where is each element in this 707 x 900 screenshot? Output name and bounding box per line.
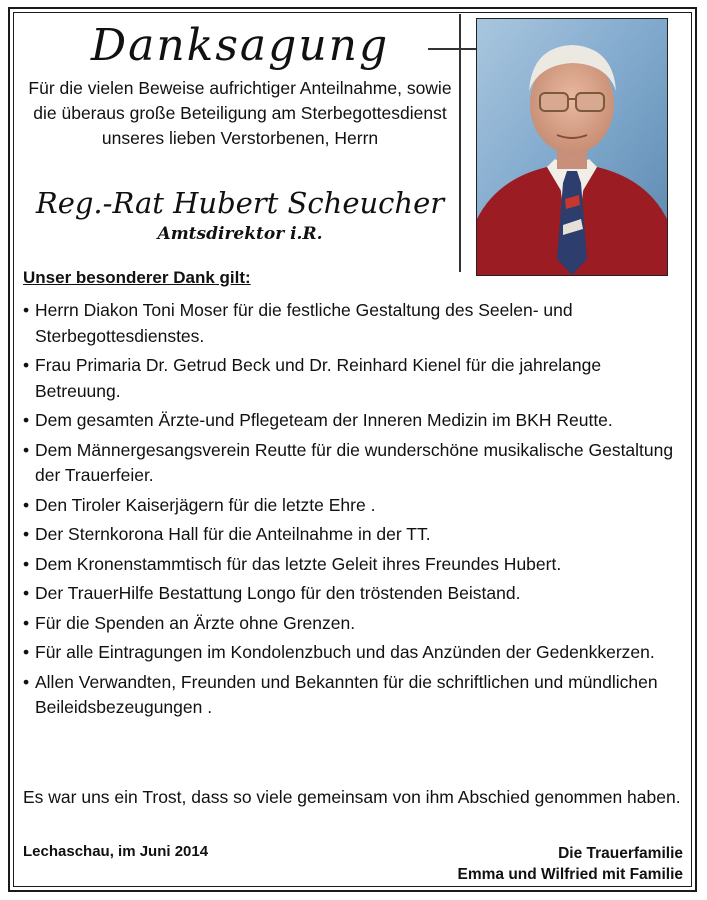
intro-text: Für die vielen Beweise aufrichtiger Anteilnahme, sowie die überaus große Beteiligung am Sterbegottesdienst unseres lieben Verstorbenen, Herrn [28, 78, 452, 148]
thanks-item: • Herrn Diakon Toni Moser für die festliche Gestaltung des Seelen- und Sterbegottesdienstes. [23, 300, 573, 346]
thanks-list [23, 298, 688, 725]
bullet-icon: • [23, 553, 30, 574]
cross-horizontal-line [428, 48, 476, 50]
bullet-icon: • [23, 612, 30, 633]
deceased-name: Reg.-Rat Hubert Scheucher [35, 186, 445, 220]
notice-title: Danksagung [90, 20, 390, 71]
closing-text: Es war uns ein Trost, dass so viele gemeinsam von ihm Abschied genommen haben. [23, 787, 681, 807]
thanks-item: • Dem Kronenstammtisch für das letzte Geleit ihres Freundes Hubert. [23, 552, 688, 578]
thanks-item: • Den Tiroler Kaiserjägern für die letzte Ehre . [23, 493, 688, 519]
bullet-icon: • [23, 494, 30, 515]
portrait-photo [476, 18, 668, 276]
thanks-item: • Der Sternkorona Hall für die Anteilnahme in der TT. [23, 522, 688, 548]
cross-vertical-line [459, 14, 461, 272]
bullet-icon: • [23, 642, 30, 662]
thanks-item: • Allen Verwandten, Freunden und Bekannten für die schriftlichen und mündlichen Beileidsbezeugungen . [23, 671, 658, 717]
bullet-icon: • [23, 355, 30, 375]
thanks-item: • Frau Primaria Dr. Getrud Beck und Dr. Reinhard Kienel für die jahrelange Betreuung. [23, 355, 602, 401]
signature [457, 843, 683, 885]
thanks-item: • Für alle Eintragungen im Kondolenzbuch und das Anzünden der Gedenkkerzen. [23, 640, 688, 666]
bullet-icon: • [23, 300, 30, 320]
deceased-title: Amtsdirektor i.R. [157, 224, 323, 244]
thanks-item: • Dem Männergesangsverein Reutte für die wunderschöne musikalische Gestaltung der Trauerfeier. [23, 439, 674, 485]
thanks-heading: Unser besonderer Dank gilt: [23, 268, 251, 287]
bullet-icon: • [23, 439, 30, 460]
thanks-item: • Dem gesamten Ärzte-und Pflegeteam der Inneren Medizin im BKH Reutte. [23, 408, 688, 434]
signature-line-names: Emma und Wilfried mit Familie [457, 866, 683, 883]
bullet-icon: • [23, 524, 30, 544]
thanks-item: • Der TrauerHilfe Bestattung Longo für den tröstenden Beistand. [23, 581, 688, 607]
signature-line-family: Die Trauerfamilie [558, 845, 683, 862]
bullet-icon: • [23, 671, 30, 692]
bullet-icon: • [23, 410, 30, 430]
place-date: Lechaschau, im Juni 2014 [23, 843, 209, 860]
thanks-item: • Für die Spenden an Ärzte ohne Grenzen. [23, 611, 688, 637]
bullet-icon: • [23, 583, 30, 603]
